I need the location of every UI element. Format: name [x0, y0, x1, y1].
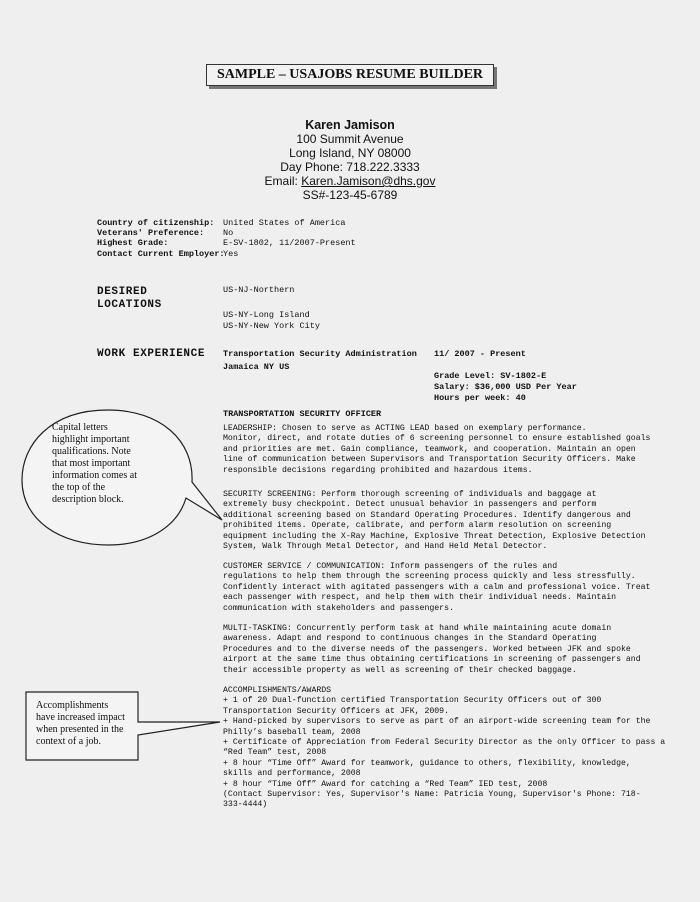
day-phone: Day Phone: 718.222.3333	[280, 160, 420, 174]
callout-line: Accomplishments	[36, 700, 109, 711]
paragraph-line: their accessible property as well as screening of their checked baggage.	[223, 665, 577, 675]
paragraph-line: + 8 hour “Time Off” Award for teamwork, guidance to others, flexibility, knowledge,	[223, 758, 631, 768]
employment-dates: 11/ 2007 - Present	[434, 349, 526, 359]
grade-level: Grade Level: SV-1802-E	[434, 371, 547, 381]
detail-value: Yes	[223, 249, 239, 259]
paragraph-line: prohibited items. Operate, calibrate, and perform alarm resolution on screening	[223, 521, 612, 531]
paragraph-line: Monitor, direct, and rotate duties of 6 screening personnel to ensure established goals	[223, 434, 651, 444]
desired-heading-line2: LOCATIONS	[97, 299, 162, 311]
location-item: US-NJ-Northern	[223, 285, 295, 295]
paragraph-line: (Contact Supervisor: Yes, Supervisor's Name: Patricia Young, Supervisor's Phone: 718-	[223, 790, 641, 800]
applicant-name: Karen Jamison	[305, 118, 395, 132]
callout-line: that most important	[52, 458, 131, 469]
paragraph-line: Procedures and to the diverse needs of the passengers. Worked between JFK and spoke	[223, 644, 631, 654]
callout-line: information comes at	[52, 470, 137, 481]
callout-line: qualifications. Note	[52, 446, 131, 457]
accomplishments-callout	[36, 700, 125, 748]
email-label: Email:	[264, 174, 298, 188]
callout-line: description block.	[52, 494, 124, 505]
email-link[interactable]: Karen.Jamison@dhs.gov	[301, 174, 436, 188]
ssn: SS#-123-45-6789	[302, 188, 398, 202]
paragraph-line: 333-4444)	[223, 800, 268, 810]
paragraph-line: communication with stakeholders and passengers.	[223, 603, 454, 613]
paragraph-line: and priorities are met. Gain compliance, teamwork, and cooperation. Maintain an open	[223, 444, 636, 454]
detail-value: United States of America	[223, 218, 346, 228]
address-line-2: Long Island, NY 08000	[289, 146, 411, 160]
detail-label: Highest Grade:	[97, 238, 169, 248]
paragraph-line: + Certificate of Appreciation from Federal Security Director as the only Officer to pass a	[223, 738, 666, 748]
paragraph-line: + Hand-picked by supervisors to serve as part of an airport-wide screening team for the	[223, 717, 651, 727]
paragraph-line: Transportation Security Officers at JFK, 2009.	[223, 706, 450, 716]
detail-label: Country of citizenship:	[97, 218, 215, 228]
paragraph-line: SECURITY SCREENING: Perform thorough screening of individuals and baggage at	[223, 490, 597, 499]
paragraph-line: line of communication between Supervisors and Transportation Security Officers. Make	[223, 455, 636, 465]
location-item: US-NY-Long Island	[223, 310, 310, 320]
salary: Salary: $36,000 USD Per Year	[434, 382, 577, 392]
callout-line: the top of the	[52, 482, 106, 493]
callout-line: Capital letters	[52, 422, 108, 433]
callout-line: when presented in the	[36, 724, 124, 735]
detail-value: E-SV-1802, 11/2007-Present	[223, 238, 356, 248]
paragraph-line: airport at the same time thus obtaining certifications in screening of passengers and	[223, 655, 641, 665]
hours-per-week: Hours per week: 40	[434, 393, 526, 403]
paragraph-line: CUSTOMER SERVICE / COMMUNICATION: Inform passengers of the rules and	[223, 562, 558, 571]
detail-label: Veterans' Preference:	[97, 228, 205, 238]
paragraph-line: + 8 hour “Time Off” Award for catching a “Red Team” IED test, 2008	[223, 779, 548, 789]
paragraph-line: skills and performance, 2008	[223, 769, 361, 779]
page-title: SAMPLE – USAJOBS RESUME BUILDER	[216, 67, 484, 82]
paragraph-line: responsible decisions regarding prohibited and hazardous items.	[223, 465, 533, 475]
detail-value: No	[223, 228, 234, 238]
callout-line: context of a job.	[36, 736, 101, 747]
callout-line: have increased impact	[36, 712, 125, 723]
paragraph-line: + 1 of 20 Dual-function certified Transportation Security Officers out of 300	[223, 696, 602, 706]
paragraph-line: Philly’s baseball team, 2008	[223, 727, 361, 737]
paragraph-line: ACCOMPLISHMENTS/AWARDS	[223, 686, 332, 695]
paragraph-line: regulations to help them through the screening process quickly and less stressfully.	[223, 572, 636, 582]
paragraph-line: extremely busy checkpoint. Detect unusual behavior in passengers and perform	[223, 500, 597, 510]
employer-name: Transportation Security Administration	[223, 349, 417, 359]
detail-label: Contact Current Employer:	[97, 249, 225, 259]
employer-location: Jamaica NY US	[223, 362, 290, 372]
paragraph-line: equipment including the X-Ray Machine, Explosive Threat Detection, Explosive Detection	[223, 531, 646, 541]
location-item: US-NY-New York City	[223, 321, 320, 331]
paragraph-line: each passenger with respect, and help them with their individual needs. Maintain	[223, 593, 617, 603]
address-line-1: 100 Summit Avenue	[296, 132, 404, 146]
paragraph-line: Confidently interact with agitated passengers with a calm and professional voice. Treat	[223, 582, 651, 592]
paragraph-line: additional screening based on Standard Operating Procedures. Identify dangerous and	[223, 510, 631, 520]
paragraph-line: System, Walk Through Metal Detector, and Hand Held Metal Detector.	[223, 542, 548, 552]
paragraph-line: LEADERSHIP: Chosen to serve as ACTING LEAD based on exemplary performance.	[223, 424, 587, 433]
paragraph-line: awareness. Adapt and respond to continuous changes in the Standard Operating	[223, 634, 597, 644]
capital-letters-callout	[52, 422, 137, 506]
paragraph-line: “Red Team” test, 2008	[223, 748, 327, 758]
work-experience-heading: WORK EXPERIENCE	[97, 348, 206, 360]
paragraph-line: MULTI-TASKING: Concurrently perform task at hand while maintaining acute domain	[223, 624, 612, 633]
callout-line: highlight important	[52, 434, 130, 445]
desired-heading-line1: DESIRED	[97, 286, 148, 298]
job-title: TRANSPORTATION SECURITY OFFICER	[223, 409, 382, 419]
